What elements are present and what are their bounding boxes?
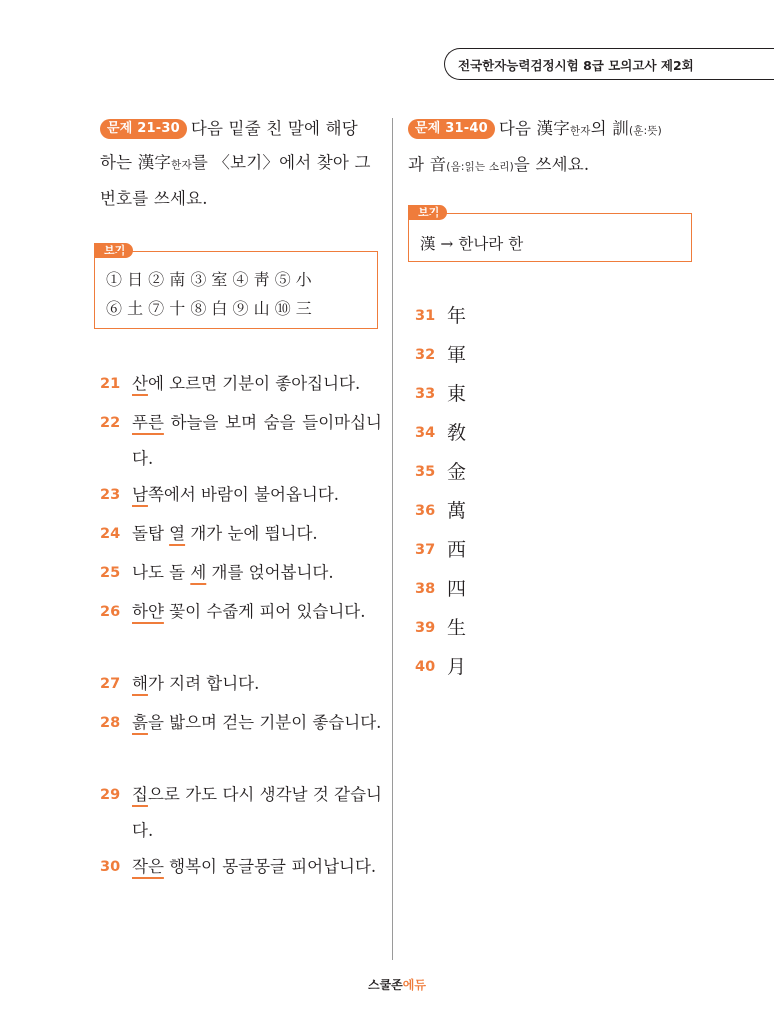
hanja-item-38: [415, 574, 466, 604]
instruction-21-30: [100, 112, 386, 216]
hanja-char: 軍: [447, 344, 467, 366]
question-number: 26: [100, 604, 121, 620]
question-text: 개를 얹어봅니다.: [206, 563, 334, 582]
question-number: 21: [100, 376, 121, 392]
instruction-text-b2: 를 〈보기〉에서 찾아 그: [191, 153, 371, 172]
question-number: 23: [100, 487, 121, 503]
hanja-item-31: [415, 301, 466, 331]
badge-21-30: 문제 21-30: [100, 119, 187, 139]
instruction-text-a-small1: 한자: [569, 125, 591, 137]
hanja-char: 東: [447, 383, 467, 405]
instruction-text-c: 번호를 쓰세요.: [100, 189, 208, 208]
instruction-text-b-small: 한자: [171, 159, 192, 171]
question-text: 꽃이 수줍게 피어 있습니다.: [163, 602, 366, 621]
question-text: 행복이 몽글몽글 피어납니다.: [163, 857, 377, 876]
instruction-text-a-small2: (훈:뜻): [628, 125, 662, 137]
question-text: 쪽에서 바람이 불어옵니다.: [147, 485, 340, 504]
instruction-text-a2: 의 訓: [590, 119, 629, 138]
hanja-char: 西: [447, 539, 467, 561]
question-number: 22: [100, 415, 121, 431]
hanja-item-33: [415, 379, 466, 409]
underlined-word: 산: [132, 374, 148, 393]
exam-title: 전국한자능력검정시험 8급 모의고사 제2회: [458, 58, 694, 73]
question-text: 으로 가도 다시 생각날 것 같습니다.: [132, 785, 382, 840]
question-26: [100, 594, 382, 630]
item-number: 40: [415, 659, 436, 675]
hanja-item-32: [415, 340, 466, 370]
column-divider: [392, 118, 393, 960]
item-number: 36: [415, 503, 436, 519]
hanja-char: 生: [447, 617, 467, 639]
question-text: 에 오르면 기분이 좋아집니다.: [147, 374, 361, 393]
question-28: [100, 705, 382, 741]
question-text: 을 밟으며 걷는 기분이 좋습니다.: [147, 713, 382, 732]
hanja-item-35: [415, 457, 466, 487]
question-number: 29: [100, 787, 121, 803]
instruction-text-b1: 과 音: [408, 155, 447, 174]
question-24: [100, 516, 382, 552]
logo-main-text: 스쿨존: [368, 978, 403, 992]
hanja-char: 金: [447, 461, 467, 483]
question-number: 24: [100, 526, 121, 542]
underlined-word: 작은: [132, 857, 164, 876]
bogi-choices-1: ① 日 ② 南 ③ 室 ④ 靑 ⑤ 小: [106, 270, 312, 289]
instruction-text-a: 다음 밑줄 친 말에 해당: [190, 119, 358, 138]
bogi-example: 漢 → 한나라 한: [420, 235, 524, 253]
instruction-text-b1: 하는 漢字: [100, 153, 172, 172]
bogi-label-right: 보기: [408, 205, 447, 220]
question-25: [100, 555, 382, 591]
item-number: 32: [415, 347, 436, 363]
instruction-text-a1: 다음 漢字: [498, 119, 570, 138]
question-30: [100, 849, 382, 885]
question-number: 25: [100, 565, 121, 581]
hanja-char: 敎: [447, 422, 467, 444]
underlined-word: 세: [190, 563, 207, 582]
question-22: [100, 405, 382, 477]
item-number: 33: [415, 386, 436, 402]
question-number: 30: [100, 859, 121, 875]
item-number: 38: [415, 581, 436, 597]
question-text-pre: 나도 돌: [132, 563, 191, 582]
hanja-item-40: [415, 652, 466, 682]
badge-31-40: 문제 31-40: [408, 119, 495, 139]
question-27: [100, 666, 382, 702]
bogi-label-left: 보기: [94, 243, 133, 258]
question-number: 27: [100, 676, 121, 692]
bogi-choices-2: ⑥ 土 ⑦ 十 ⑧ 白 ⑨ 山 ⑩ 三: [106, 299, 312, 318]
hanja-char: 四: [447, 578, 467, 600]
logo-edu-text: 에듀: [402, 978, 426, 992]
question-text: 하늘을 보며 숨을 들이마십니다.: [132, 413, 382, 468]
question-29: [100, 777, 382, 849]
item-number: 34: [415, 425, 436, 441]
underlined-word: 남: [132, 485, 148, 504]
instruction-text-b-small: (음:읽는 소리): [446, 161, 514, 173]
hanja-char: 年: [447, 305, 467, 327]
underlined-word: 흙: [132, 713, 148, 732]
underlined-word: 하얀: [132, 602, 164, 621]
hanja-char: 月: [447, 656, 467, 678]
hanja-item-37: [415, 535, 466, 565]
item-number: 39: [415, 620, 436, 636]
underlined-word: 열: [169, 524, 186, 543]
question-21: [100, 366, 382, 402]
publisher-logo: [368, 976, 426, 993]
underlined-word: 푸른: [132, 413, 164, 432]
item-number: 31: [415, 308, 436, 324]
instruction-31-40: [408, 112, 698, 184]
hanja-item-39: [415, 613, 466, 643]
question-text: 개가 눈에 띕니다.: [185, 524, 318, 543]
hanja-item-34: [415, 418, 466, 448]
question-text-pre: 돌탑: [132, 524, 170, 543]
item-number: 35: [415, 464, 436, 480]
hanja-char: 萬: [447, 500, 467, 522]
item-number: 37: [415, 542, 436, 558]
instruction-text-b2: 을 쓰세요.: [513, 155, 590, 174]
underlined-word: 집: [132, 785, 148, 804]
question-23: [100, 477, 382, 513]
question-number: 28: [100, 715, 121, 731]
hanja-item-36: [415, 496, 466, 526]
question-text: 가 지려 합니다.: [147, 674, 260, 693]
underlined-word: 해: [132, 674, 148, 693]
